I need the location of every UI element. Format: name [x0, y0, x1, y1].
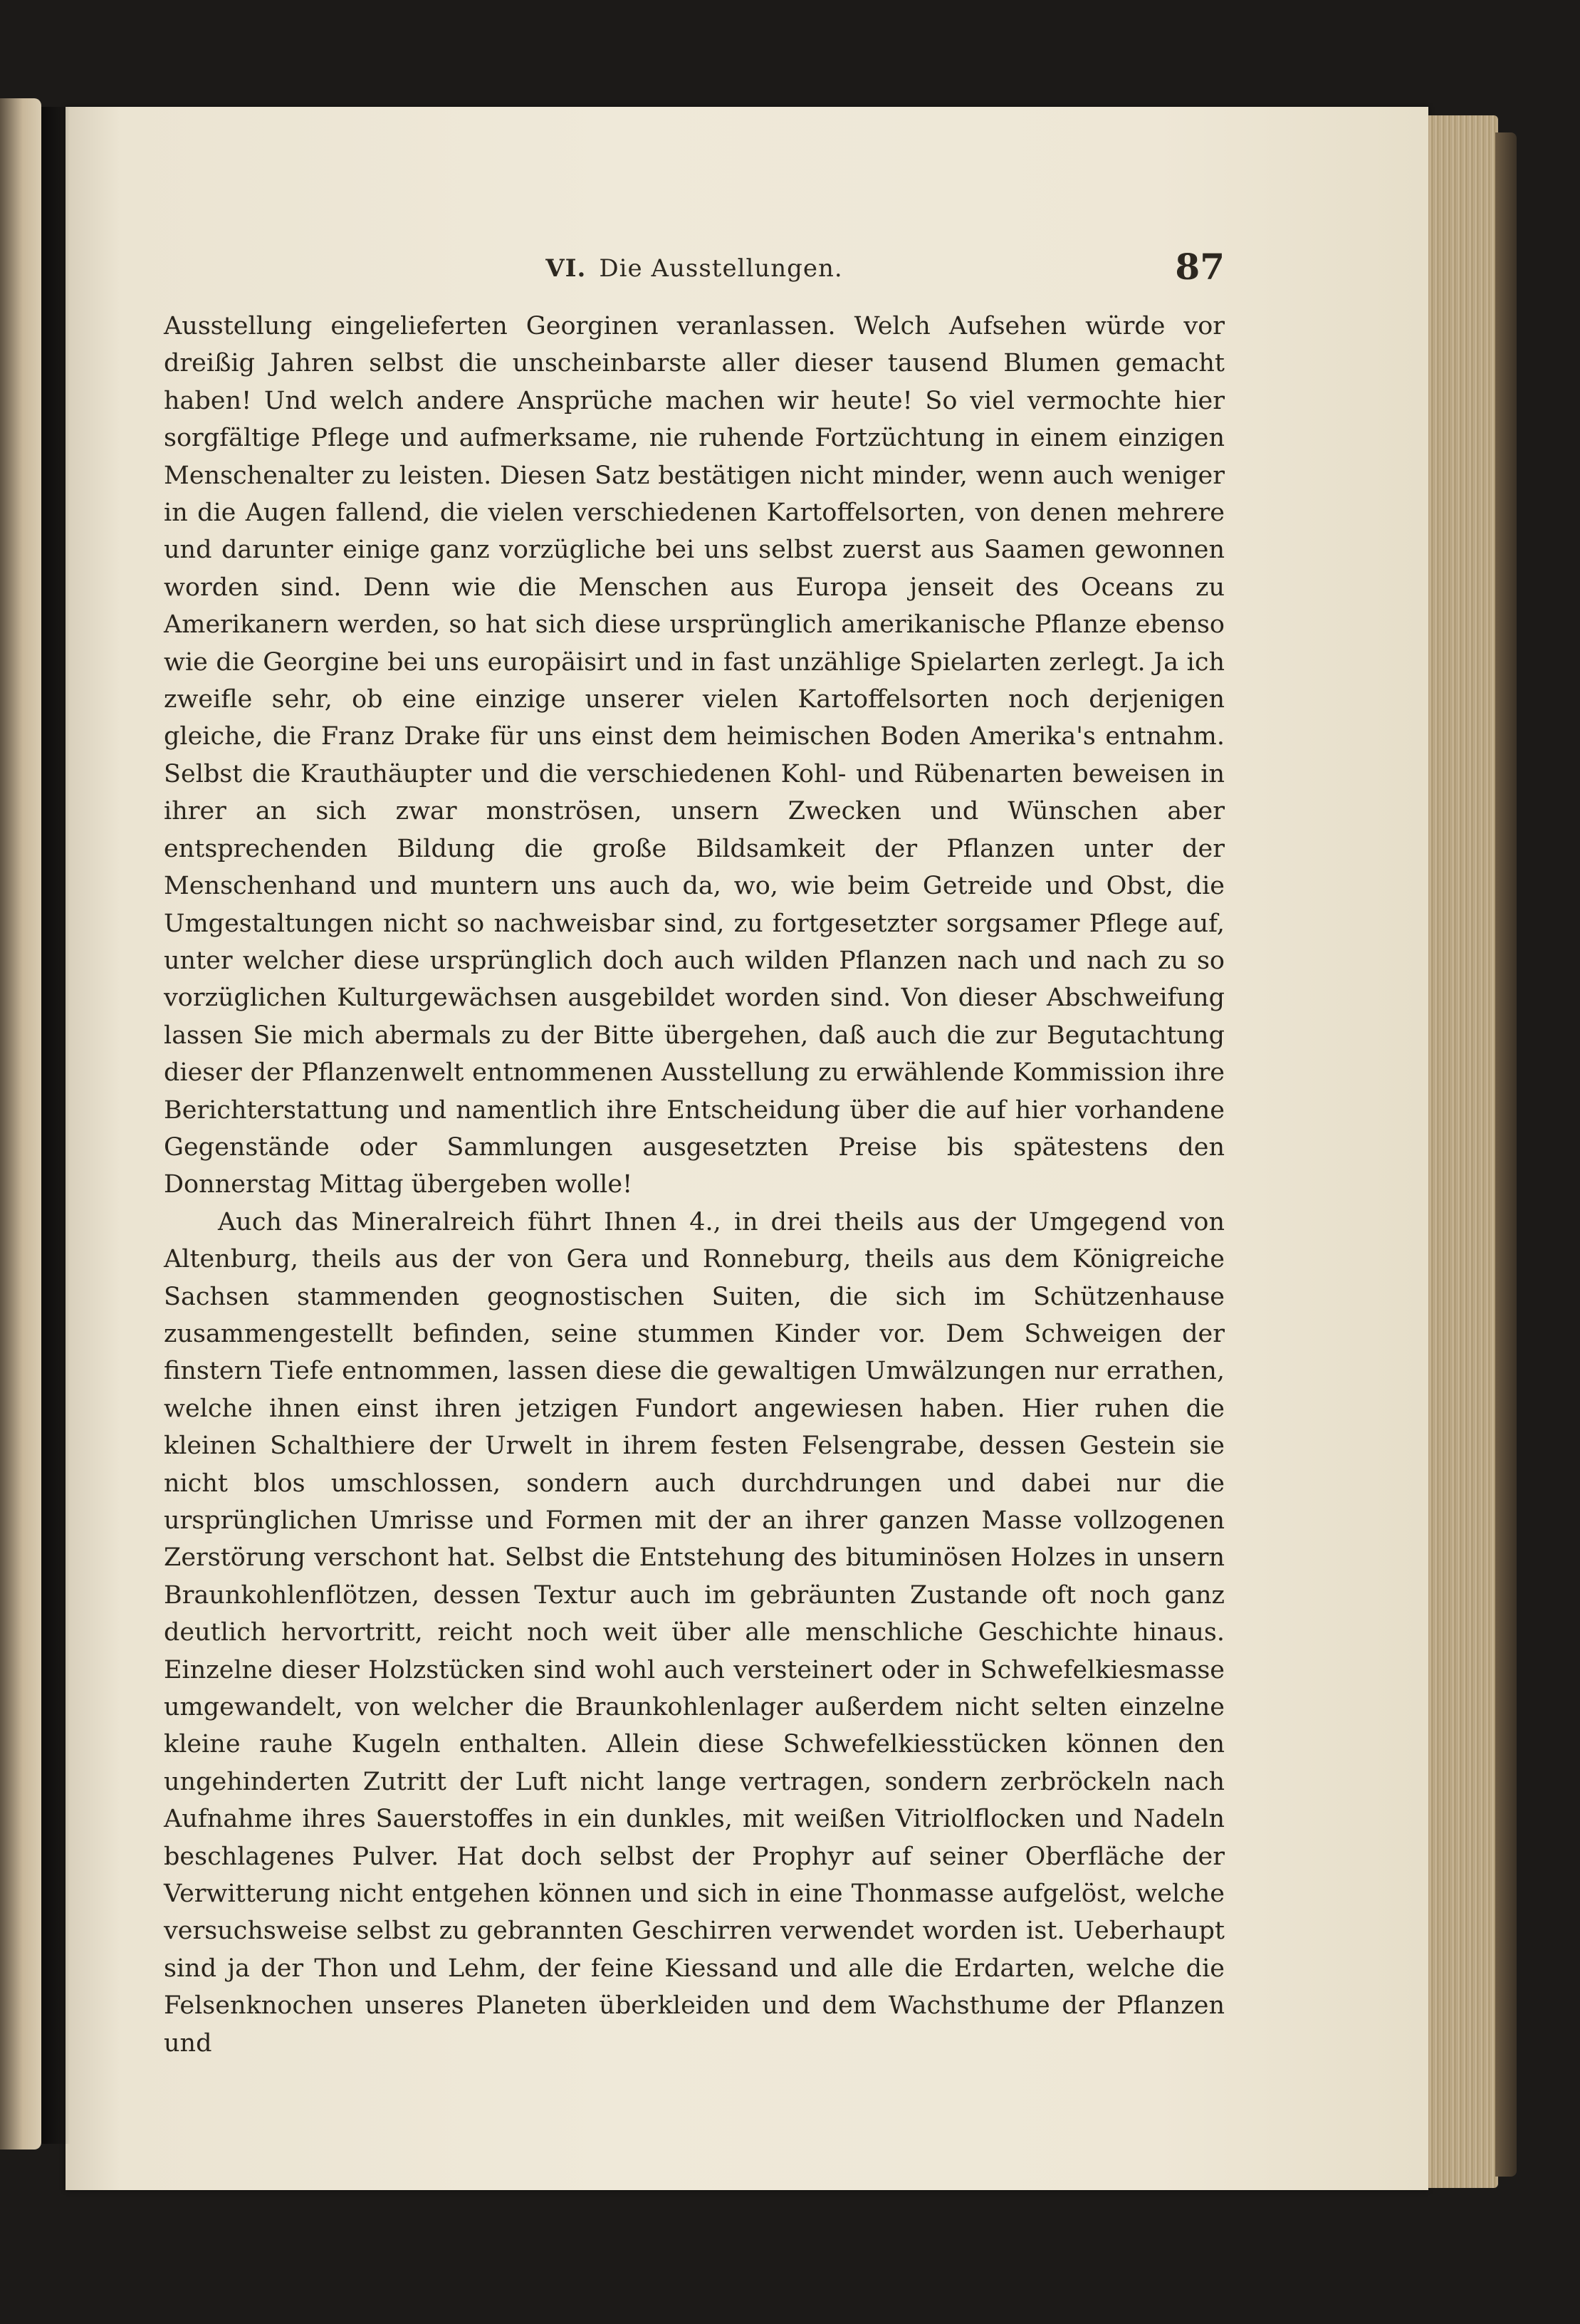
page-number: 87	[1175, 246, 1225, 288]
running-head-title	[164, 254, 1225, 283]
paragraph: Ausstellung eingelieferten Georginen veranlassen. Welch Aufsehen würde vor dreißig Jahren selbst die unscheinbarste aller dieser tausend Blumen gemacht haben! Und welch andere Ansprüche machen wir heute! So viel vermochte hier sorgfältige Pflege und aufmerksame, nie ruhende Fortzüchtung in einem einzigen Menschenalter zu leisten. Diesen Satz bestätigen nicht minder, wenn auch weniger in die Augen fallend, die vielen verschiedenen Kartoffelsorten, von denen mehrere und darunter einige ganz vorzügliche bei uns selbst zuerst aus Saamen gewonnen worden sind. Denn wie die Menschen aus Europa jenseit des Oceans zu Amerikanern werden, so hat sich diese ursprünglich amerikanische Pflanze ebenso wie die Georgine bei uns europäisirt und in fast unzählige Spielarten zerlegt. Ja ich zweifle sehr, ob eine einzige unserer vielen Kartoffelsorten noch derjenigen gleiche, die Franz Drake für uns einst dem heimischen Boden Amerika's entnahm. Selbst die Krauthäupter und die verschiedenen Kohl- und Rübenarten beweisen in ihrer an sich zwar monströsen, unsern Zwecken und Wünschen aber entsprechenden Bildung die große Bildsamkeit der Pflanzen unter der Menschenhand und muntern uns auch da, wo, wie beim Getreide und Obst, die Umgestaltungen nicht so nachweisbar sind, zu fortgesetzter sorgsamer Pflege auf, unter welcher diese ursprünglich doch auch wilden Pflanzen nach und nach zu so vorzüglichen Kulturgewächsen ausgebildet worden sind. Von dieser Abschweifung lassen Sie mich abermals zu der Bitte übergehen, daß auch die zur Begutachtung dieser der Pflanzenwelt entnommenen Ausstellung zu erwählende Kommission ihre Berichterstattung und namentlich ihre Entscheidung über die auf hier vorhandene Gegenstände oder Sammlungen ausgesetzten Preise bis spätestens den Donnerstag Mittag übergeben wolle!	[164, 312, 1225, 1199]
previous-page-edge	[0, 98, 41, 2150]
paragraph: Auch das Mineralreich führt Ihnen 4., in drei theils aus der Umgegend von Altenburg, theils aus der von Gera und Ronneburg, theils aus dem Königreiche Sachsen stammenden geognostischen Suiten, die sich im Schützenhause zusammengestellt befinden, seine stummen Kinder vor. Dem Schweigen der finstern Tiefe entnommen, lassen diese die gewaltigen Umwälzungen nur errathen, welche ihnen einst ihren jetzigen Fundort angewiesen haben. Hier ruhen die kleinen Schalthiere der Urwelt in ihrem festen Felsengrabe, dessen Gestein sie nicht blos umschlossen, sondern auch durchdrungen und dabei nur die ursprünglichen Umrisse und Formen mit der an ihrer ganzen Masse vollzogenen Zerstörung verschont hat. Selbst die Entstehung des bituminösen Holzes in unsern Braunkohlenflötzen, dessen Textur auch im gebräunten Zustande oft noch ganz deutlich hervortritt, reicht noch weit über alle menschliche Geschichte hinaus. Einzelne dieser Holzstücken sind wohl auch versteinert oder in Schwefelkiesmasse umgewandelt, von welcher die Braunkohlenlager außerdem nicht selten einzelne kleine rauhe Kugeln enthalten. Allein diese Schwefelkiesstücken können den ungehinderten Zutritt der Luft nicht lange vertragen, sondern zerbröckeln nach Aufnahme ihres Sauerstoffes in ein dunkles, mit weißen Vitriolflocken und Nadeln beschlagenes Pulver. Hat doch selbst der Prophyr auf seiner Oberfläche der Verwitterung nicht entgehen können und sich in eine Thonmasse aufgelöst, welche versuchsweise selbst zu gebrannten Geschirren verwendet worden ist. Ueberhaupt sind ja der Thon und Lehm, der feine Kiessand und alle die Erdarten, welche die Felsenknochen unseres Planeten überkleiden und dem Wachsthume der Pflanzen und	[164, 1207, 1225, 2058]
spine-shadow	[41, 107, 70, 2144]
page-stack-edge	[1428, 115, 1498, 2188]
cover-edge	[1495, 132, 1517, 2177]
chapter-number: VI.	[545, 254, 587, 283]
body-text	[164, 308, 1225, 2062]
chapter-title: Die Ausstellungen.	[599, 254, 843, 283]
running-head	[164, 246, 1225, 296]
